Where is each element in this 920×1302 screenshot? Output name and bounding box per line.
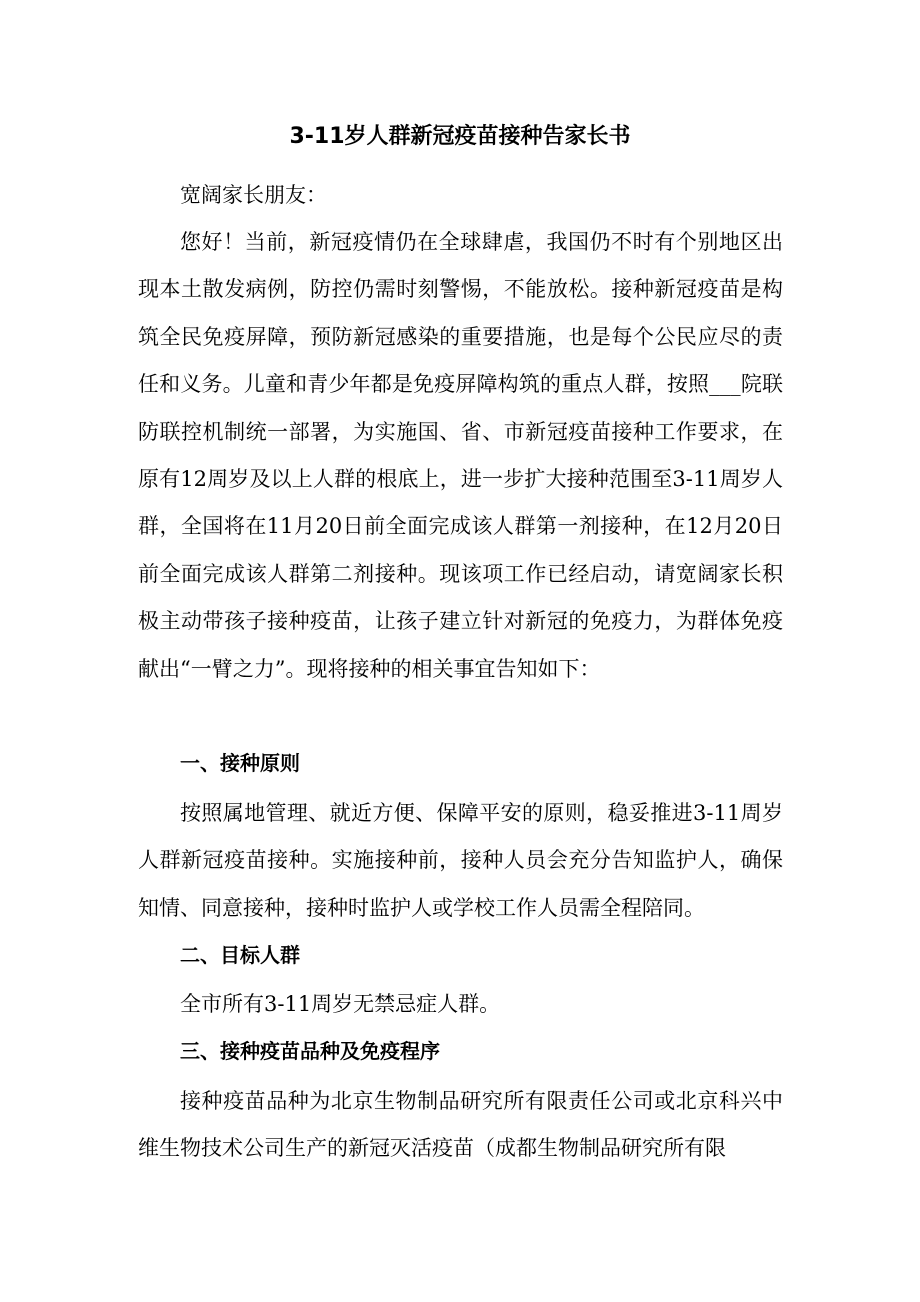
- intro-paragraph: 您好！当前，新冠疫情仍在全球肆虐，我国仍不时有个别地区出现本土散发病例，防控仍需时刻警惕，不能放松。接种新冠疫苗是构筑全民免疫屏障，预防新冠感染的重要措施，也是每个公民应尽的责任和义务。儿童和青少年都是免疫屏障构筑的重点人群，按照___院联防联控机制统一部署，为实施国、省、市新冠疫苗接种工作要求，在原有12周岁及以上人群的根底上，进一步扩大接种范围至3-11周岁人群，全国将在11月20日前全面完成该人群第一剂接种，在12月20日前全面完成该人群第二剂接种。现该项工作已经启动，请宽阔家长积极主动带孩子接种疫苗，让孩子建立针对新冠的免疫力，为群体免疫献出“一臂之力”。现将接种的相关事宜告知如下：: [138, 230, 783, 681]
- document-title: 3-11岁人群新冠疫苗接种告家长书: [289, 124, 631, 149]
- section-text-vaccine-types: 接种疫苗品种为北京生物制品研究所有限责任公司或北京科兴中维生物技术公司生产的新冠灭活疫苗（成都生物制品研究所有限: [138, 1089, 783, 1161]
- section-heading-vaccine-types: 三、接种疫苗品种及免疫程序: [180, 1039, 440, 1063]
- section-text-target-group: 全市所有3-11周岁无禁忌症人群。: [180, 992, 501, 1016]
- salutation: 宽阔家长朋友：: [180, 183, 327, 207]
- section-heading-target-group: 二、目标人群: [180, 943, 300, 967]
- section-text-principles: 按照属地管理、就近方便、保障平安的原则，稳妥推进3-11周岁人群新冠疫苗接种。实施接种前，接种人员会充分告知监护人，确保知情、同意接种，接种时监护人或学校工作人员需全程陪同。: [138, 801, 783, 920]
- section-heading-principles: 一、接种原则: [180, 751, 300, 775]
